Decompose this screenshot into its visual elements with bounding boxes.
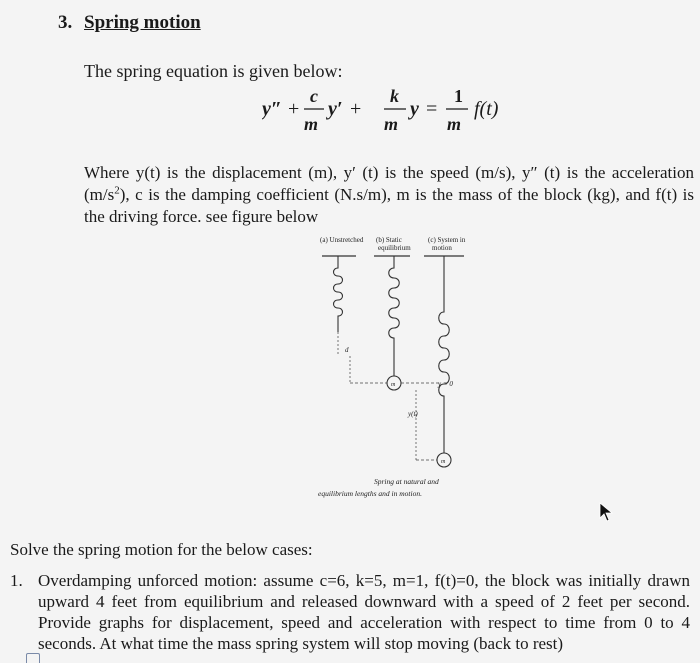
where-sup: 2: [114, 184, 120, 197]
figure-label-c1: (c) System in: [428, 236, 466, 244]
spring-unstretched: [334, 256, 343, 332]
spring-figure: [300, 228, 490, 518]
spring-equilibrium: [389, 256, 400, 376]
eq-m2: m: [384, 114, 399, 134]
eq-equals: =: [426, 98, 438, 120]
figure-yt-label: y(t): [408, 410, 418, 418]
figure-label-b1: (b) Static: [376, 236, 402, 244]
eq-one: 1: [454, 86, 463, 106]
spring-equation: [262, 80, 522, 140]
figure-d-label: d: [345, 346, 349, 354]
eq-yp: y′: [328, 98, 343, 120]
eq-m3: m: [447, 114, 462, 134]
figure-caption-1: Spring at natural and: [374, 477, 439, 486]
eq-k: k: [390, 86, 399, 106]
where-part2: ), c is the damping coefficient (N.s/m), m is the mass of the block (kg), and f(t) is the driving force. see figure below: [84, 185, 694, 226]
case-1-text: Overdamping unforced motion: assume c=6, k=5, m=1, f(t)=0, the block was initially drawn upward 4 feet from equilibrium and released downward with a speed of 2 feet per second. Provide graphs for displacement, speed and acceleration with respect to time from 0 to 4 seconds. At what time the mass spring system will stop moving (back to rest): [38, 571, 690, 653]
case-1: [10, 570, 690, 654]
intro-text: The spring equation is given below:: [84, 61, 343, 81]
eq-y: y: [410, 98, 419, 120]
where-part1: Where y(t) is the displacement (m), y′ (t) is the speed (m/s), y″ (t) is the acceleration (m/s: [84, 163, 694, 204]
figure-label-c2: motion: [432, 244, 452, 252]
eq-plus1: +: [288, 98, 300, 120]
eq-ft: f(t): [474, 98, 499, 120]
eq-c: c: [310, 86, 318, 106]
figure-label-a: (a) Unstretched: [320, 236, 364, 244]
figure-label-b2: equilibrium: [378, 244, 411, 252]
eq-m1: m: [304, 114, 319, 134]
mass-label-c: m: [441, 459, 446, 465]
mass-label-b: m: [391, 382, 396, 388]
figure-y0-label: y = 0: [438, 380, 453, 388]
where-paragraph: [84, 162, 694, 228]
question-title: Spring motion: [84, 12, 201, 33]
question-number: 3.: [58, 12, 73, 33]
eq-plus2: +: [350, 98, 362, 120]
case-1-number: 1.: [10, 571, 23, 590]
solve-heading: Solve the spring motion for the below cases:: [10, 540, 313, 559]
spring-in-motion: [439, 256, 450, 454]
figure-caption-2: equilibrium lengths and in motion.: [318, 489, 422, 498]
eq-ypp: y″: [262, 98, 282, 120]
mouse-pointer-icon: [598, 502, 614, 522]
